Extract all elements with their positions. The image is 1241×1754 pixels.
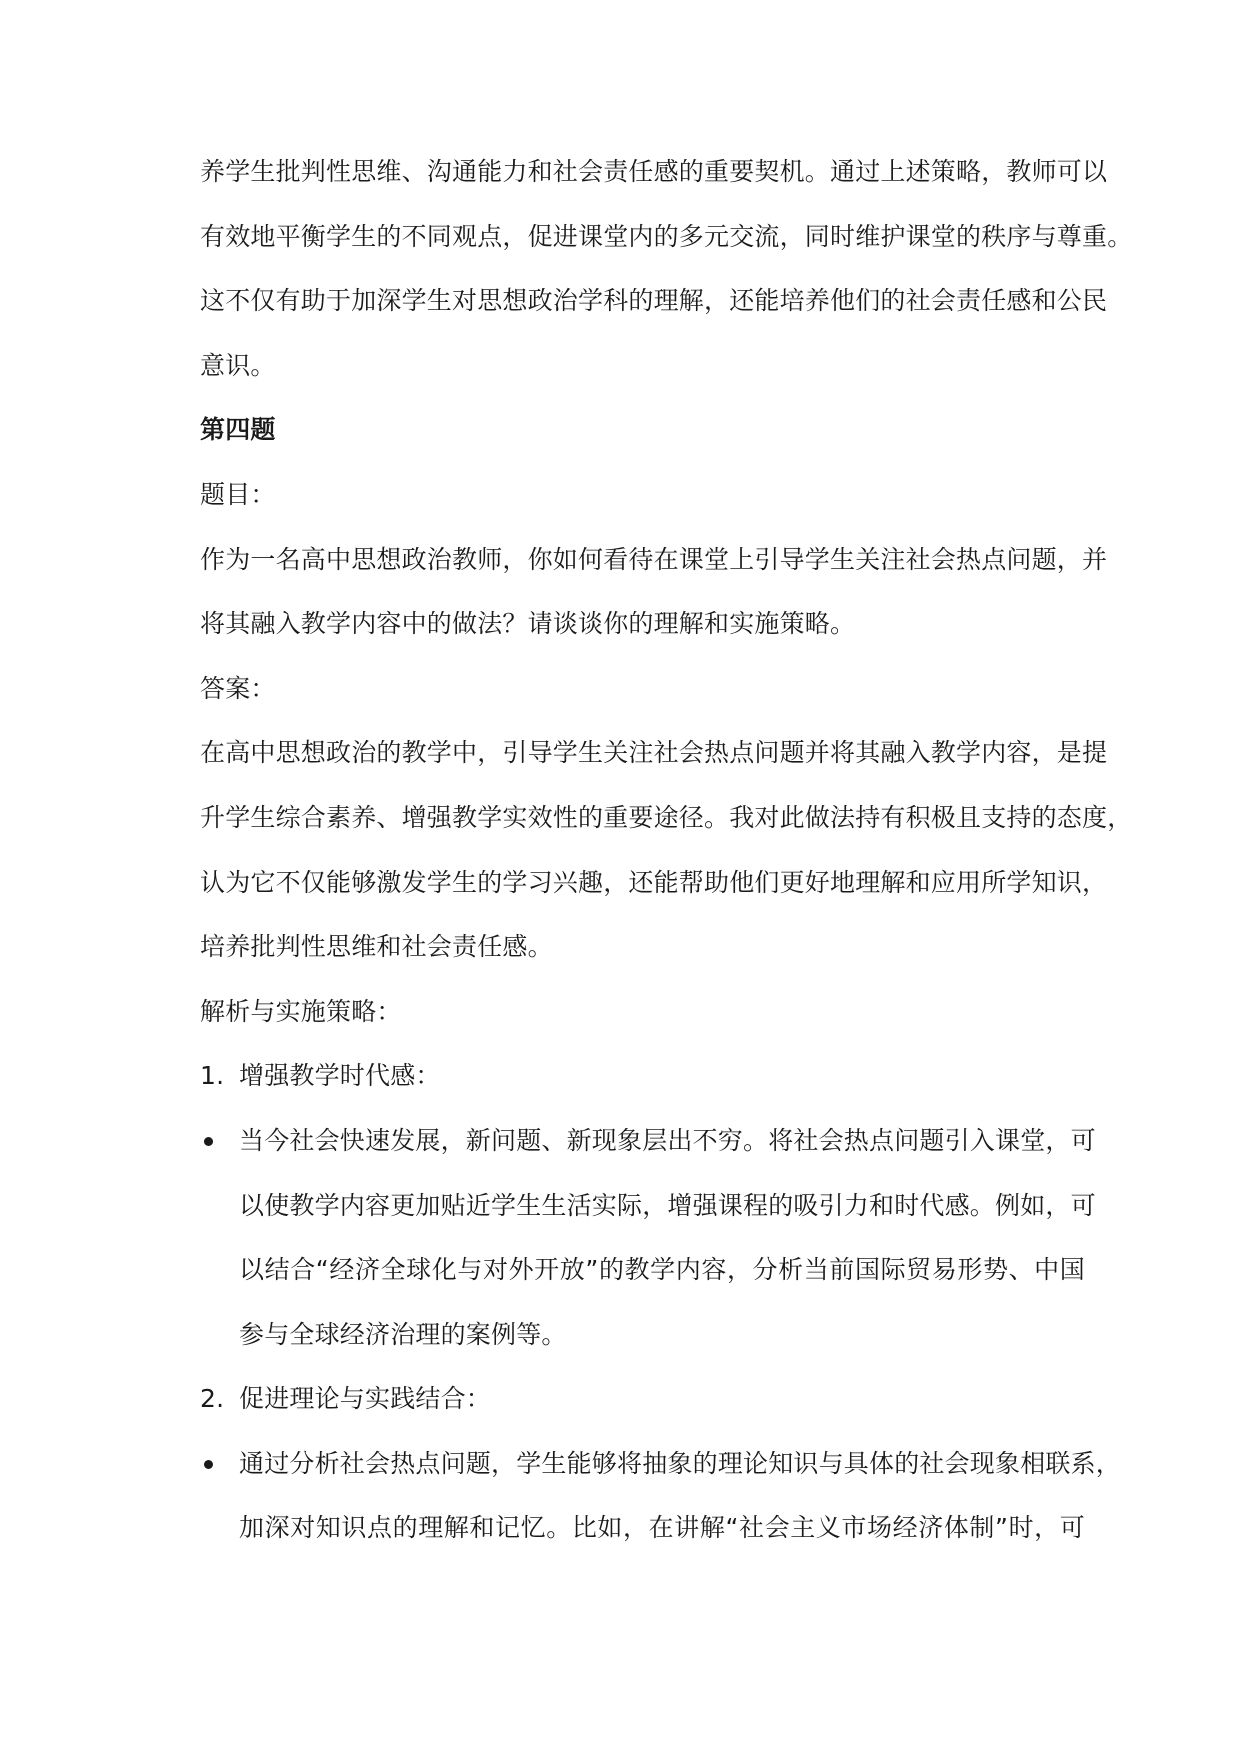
question-line: 作为一名高中思想政治教师，你如何看待在课堂上引导学生关注社会热点问题，并 xyxy=(200,544,1108,574)
paragraph-line: 意识。 xyxy=(200,350,276,380)
bullet-continuation: 以使教学内容更加贴近学生生活实际，增强课程的吸引力和时代感。例如，可 xyxy=(239,1190,1096,1220)
list-number: 1. xyxy=(200,1061,225,1091)
document-body xyxy=(200,140,1133,1561)
answer-line: 认为它不仅能够激发学生的学习兴趣，还能帮助他们更好地理解和应用所学知识， xyxy=(200,867,1108,897)
answer-line: 升学生综合素养、增强教学实效性的重要途径。我对此做法持有积极且支持的态度， xyxy=(200,802,1133,832)
paragraph-line: 有效地平衡学生的不同观点，促进课堂内的多元交流，同时维护课堂的秩序与尊重。 xyxy=(200,221,1133,251)
bullet-continuation: 以结合“经济全球化与对外开放”的教学内容，分析当前国际贸易形势、中国 xyxy=(239,1255,1085,1285)
answer-line: 在高中思想政治的教学中，引导学生关注社会热点问题并将其融入教学内容，是提 xyxy=(200,738,1108,768)
bullet-icon xyxy=(204,1137,213,1146)
paragraph-line: 这不仅有助于加深学生对思想政治学科的理解，还能培养他们的社会责任感和公民 xyxy=(200,286,1108,316)
paragraph-line: 养学生批判性思维、沟通能力和社会责任感的重要契机。通过上述策略，教师可以 xyxy=(200,157,1108,186)
numbered-item xyxy=(200,1044,1085,1109)
numbered-item-title: 增强教学时代感： xyxy=(239,1061,441,1091)
bullet-item xyxy=(200,1432,1122,1497)
analysis-label: 解析与实施策略： xyxy=(200,996,402,1026)
numbered-item xyxy=(200,1367,1085,1432)
question-line: 将其融入教学内容中的做法？请谈谈你的理解和实施策略。 xyxy=(200,609,856,639)
answer-line: 培养批判性思维和社会责任感。 xyxy=(200,932,553,962)
bullet-item xyxy=(200,1109,1096,1174)
question-label: 题目： xyxy=(200,479,276,509)
numbered-item-title: 促进理论与实践结合： xyxy=(239,1384,492,1414)
bullet-line: 通过分析社会热点问题，学生能够将抽象的理论知识与具体的社会现象相联系， xyxy=(239,1448,1122,1478)
bullet-icon xyxy=(204,1460,213,1469)
list-number: 2. xyxy=(200,1384,225,1414)
bullet-line: 当今社会快速发展，新问题、新现象层出不穷。将社会热点问题引入课堂，可 xyxy=(239,1125,1096,1155)
bullet-continuation: 加深对知识点的理解和记忆。比如，在讲解“社会主义市场经济体制”时，可 xyxy=(239,1513,1085,1543)
answer-label: 答案： xyxy=(200,673,276,703)
bullet-continuation: 参与全球经济治理的案例等。 xyxy=(239,1319,567,1349)
section-heading: 第四题 xyxy=(200,415,276,445)
